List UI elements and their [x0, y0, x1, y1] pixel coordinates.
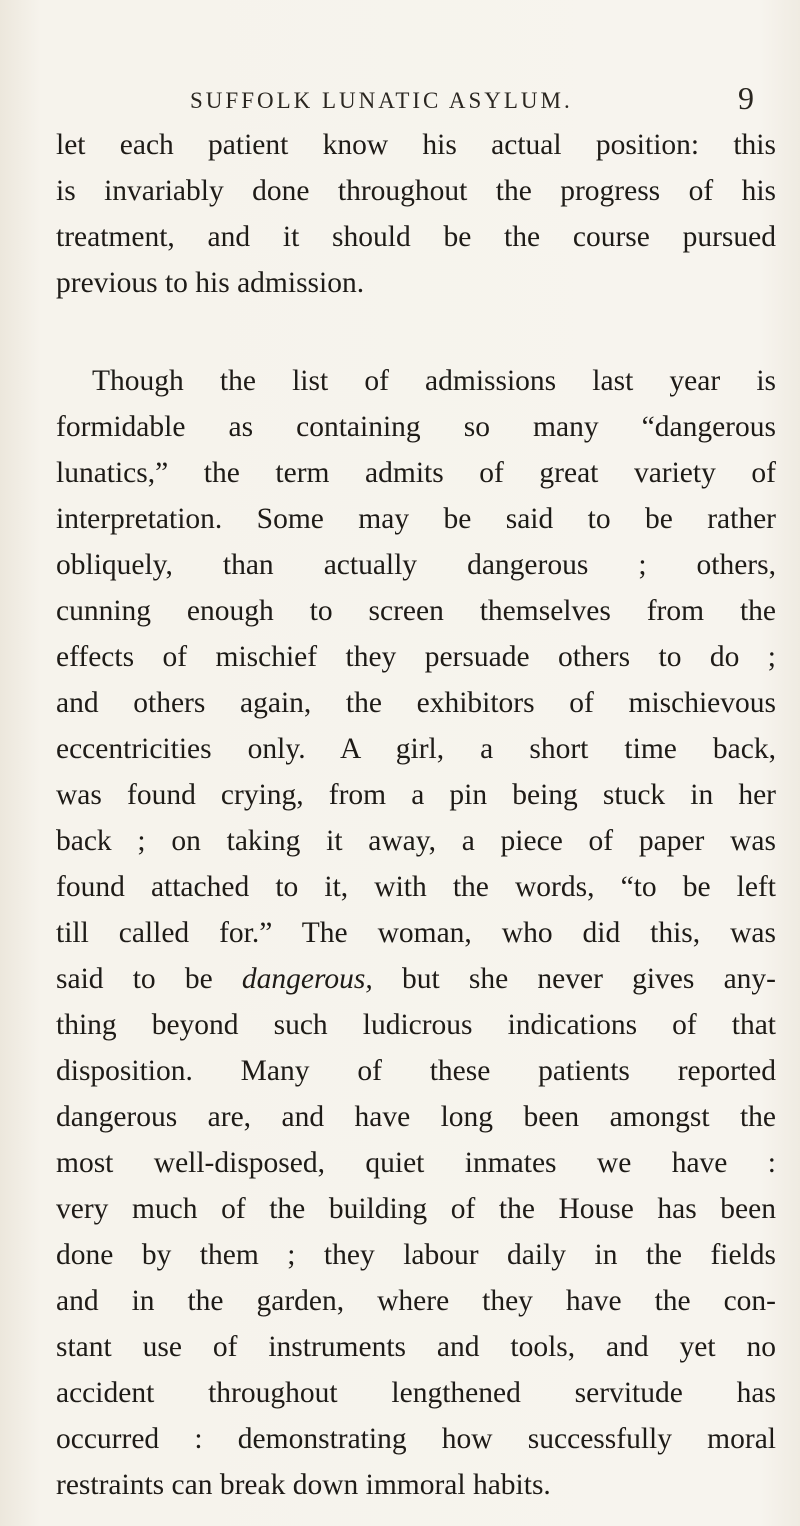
text-line: dangerous are, and have long been amongst the: [56, 1101, 776, 1133]
text-line: was found crying, from a pin being stuck in her: [56, 779, 776, 811]
text-line: found attached to it, with the words, “to be left: [56, 871, 776, 903]
text-line: eccentricities only. A girl, a short time back,: [56, 733, 776, 765]
text-line: back ; on taking it away, a piece of paper was: [56, 825, 776, 857]
text-line: treatment, and it should be the course pursued: [56, 221, 776, 253]
text-line: formidable as containing so many “dangerous: [56, 411, 776, 443]
text-line: done by them ; they labour daily in the fields: [56, 1239, 776, 1271]
text-line: let each patient know his actual position: this: [56, 129, 776, 161]
text-line: interpretation. Some may be said to be rather: [56, 503, 776, 535]
text-line: lunatics,” the term admits of great variety of: [56, 457, 776, 489]
text-line: most well-disposed, quiet inmates we have :: [56, 1147, 776, 1179]
text-line: effects of mischief they persuade others to do ;: [56, 641, 776, 673]
text-line: Though the list of admissions last year is: [92, 365, 776, 397]
text-fragment: said to be: [56, 963, 242, 995]
paragraph-2: [56, 358, 776, 1508]
text-line: restraints can break down immoral habits.: [56, 1469, 551, 1501]
text-line: till called for.” The woman, who did this, was: [56, 917, 776, 949]
text-line: disposition. Many of these patients reported: [56, 1055, 776, 1087]
paragraph-1: [56, 122, 776, 306]
text-fragment: but she never gives any-: [372, 963, 776, 995]
text-line: previous to his admission.: [56, 267, 365, 299]
text-line: cunning enough to screen themselves from the: [56, 595, 776, 627]
text-line: stant use of instruments and tools, and yet no: [56, 1331, 776, 1363]
text-line: obliquely, than actually dangerous ; others,: [56, 549, 776, 581]
text-line: occurred : demonstrating how successfully moral: [56, 1423, 776, 1455]
text-line: and in the garden, where they have the con-: [56, 1285, 776, 1317]
text-line: is invariably done throughout the progress of his: [56, 175, 776, 207]
italic-word: dangerous,: [241, 963, 373, 995]
running-title: SUFFOLK LUNATIC ASYLUM.: [190, 88, 573, 113]
text-line: and others again, the exhibitors of mischievous: [56, 687, 776, 719]
page-number: 9: [738, 80, 754, 116]
text-line-with-italic: [56, 956, 776, 1002]
text-line: accident throughout lengthened servitude has: [56, 1377, 776, 1409]
text-line: thing beyond such ludicrous indications of that: [56, 1009, 776, 1041]
text-line: very much of the building of the House has been: [56, 1193, 776, 1225]
